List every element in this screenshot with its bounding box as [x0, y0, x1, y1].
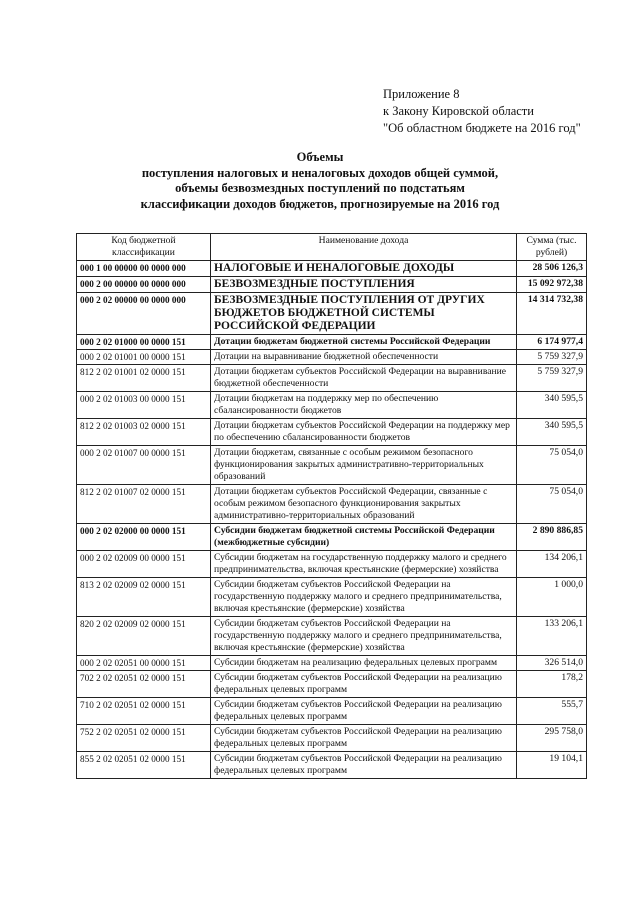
row-code: 000 2 02 01001 00 0000 151	[77, 350, 211, 365]
row-name: Субсидии бюджетам субъектов Российской Федерации на реализацию федеральных целевых программ	[211, 698, 517, 725]
row-sum: 295 758,0	[517, 725, 587, 752]
title-line-2: поступления налоговых и неналоговых доходов общей суммой,	[141, 165, 499, 180]
row-name: Дотации бюджетам субъектов Российской Федерации, связанные с особым режимом безопасного функционирования закрытых административно-территориальных образований	[211, 485, 517, 524]
row-code: 752 2 02 02051 02 0000 151	[77, 725, 211, 752]
row-sum: 6 174 977,4	[517, 335, 587, 350]
row-sum: 340 595,5	[517, 419, 587, 446]
table-row	[77, 617, 587, 656]
row-name: Субсидии бюджетам субъектов Российской Федерации на государственную поддержку малого и среднего предпринимательства, включая крестьянские (фермерские) хозяйства	[211, 617, 517, 656]
header-name: Наименование дохода	[211, 234, 517, 261]
row-name: Субсидии бюджетам субъектов Российской Федерации на реализацию федеральных целевых программ	[211, 725, 517, 752]
row-sum: 19 104,1	[517, 752, 587, 779]
document-title	[60, 150, 580, 212]
row-name: Субсидии бюджетам субъектов Российской Федерации на реализацию федеральных целевых программ	[211, 671, 517, 698]
row-sum: 5 759 327,9	[517, 365, 587, 392]
header-code: Код бюджетной классификации	[77, 234, 211, 261]
row-name: Дотации бюджетам, связанные с особым режимом безопасного функционирования закрытых административно-территориальных образований	[211, 446, 517, 485]
appendix-header	[383, 86, 581, 137]
row-code: 812 2 02 01003 02 0000 151	[77, 419, 211, 446]
table-row	[77, 335, 587, 350]
row-name: НАЛОГОВЫЕ И НЕНАЛОГОВЫЕ ДОХОДЫ	[211, 261, 517, 277]
row-sum: 75 054,0	[517, 446, 587, 485]
header-sum: Сумма (тыс. рублей)	[517, 234, 587, 261]
row-code: 000 2 02 01000 00 0000 151	[77, 335, 211, 350]
row-sum: 555,7	[517, 698, 587, 725]
row-sum: 14 314 732,38	[517, 293, 587, 335]
row-code: 000 2 02 02000 00 0000 151	[77, 524, 211, 551]
row-sum: 5 759 327,9	[517, 350, 587, 365]
table-row	[77, 656, 587, 671]
table-row	[77, 446, 587, 485]
row-code: 702 2 02 02051 02 0000 151	[77, 671, 211, 698]
row-name: Дотации бюджетам бюджетной системы Российской Федерации	[211, 335, 517, 350]
table-row	[77, 392, 587, 419]
row-code: 000 2 02 02009 00 0000 151	[77, 551, 211, 578]
row-name: Дотации бюджетам субъектов Российской Федерации на поддержку мер по обеспечению сбалансированности бюджетов	[211, 419, 517, 446]
row-name: Дотации бюджетам на поддержку мер по обеспечению сбалансированности бюджетов	[211, 392, 517, 419]
table-row	[77, 261, 587, 277]
row-sum: 75 054,0	[517, 485, 587, 524]
row-name: Субсидии бюджетам на государственную поддержку малого и среднего предпринимательства, включая крестьянские (фермерские) хозяйства	[211, 551, 517, 578]
appendix-law-title: "Об областном бюджете на 2016 год"	[383, 121, 581, 135]
row-code: 855 2 02 02051 02 0000 151	[77, 752, 211, 779]
row-sum: 178,2	[517, 671, 587, 698]
row-code: 820 2 02 02009 02 0000 151	[77, 617, 211, 656]
table-row	[77, 485, 587, 524]
table-header-row	[77, 234, 587, 261]
appendix-law-ref: к Закону Кировской области	[383, 104, 534, 118]
title-line-3: объемы безвозмездных поступлений по подстатьям	[175, 181, 465, 195]
title-line-1: Объемы	[296, 150, 344, 164]
row-code: 000 2 02 02051 00 0000 151	[77, 656, 211, 671]
row-code: 000 2 00 00000 00 0000 000	[77, 277, 211, 293]
row-name: Субсидии бюджетам на реализацию федеральных целевых программ	[211, 656, 517, 671]
row-sum: 134 206,1	[517, 551, 587, 578]
row-sum: 15 092 972,38	[517, 277, 587, 293]
table-row	[77, 419, 587, 446]
row-code: 813 2 02 02009 02 0000 151	[77, 578, 211, 617]
table-row	[77, 725, 587, 752]
row-sum: 340 595,5	[517, 392, 587, 419]
row-code: 000 2 02 01007 00 0000 151	[77, 446, 211, 485]
appendix-number: Приложение 8	[383, 87, 460, 101]
row-code: 812 2 02 01001 02 0000 151	[77, 365, 211, 392]
row-sum: 133 206,1	[517, 617, 587, 656]
row-name: Дотации бюджетам субъектов Российской Федерации на выравнивание бюджетной обеспеченности	[211, 365, 517, 392]
row-code: 000 1 00 00000 00 0000 000	[77, 261, 211, 277]
row-sum: 2 890 886,85	[517, 524, 587, 551]
revenue-table	[76, 233, 587, 779]
title-line-4: классификации доходов бюджетов, прогнозируемые на 2016 год	[140, 196, 500, 211]
row-name: Субсидии бюджетам субъектов Российской Федерации на государственную поддержку малого и среднего предпринимательства, включая крестьянские (фермерские) хозяйства	[211, 578, 517, 617]
row-sum: 28 506 126,3	[517, 261, 587, 277]
table-row	[77, 350, 587, 365]
table-row	[77, 365, 587, 392]
table-row	[77, 752, 587, 779]
table-row	[77, 671, 587, 698]
table-row	[77, 578, 587, 617]
row-code: 710 2 02 02051 02 0000 151	[77, 698, 211, 725]
table-row	[77, 698, 587, 725]
row-name: Субсидии бюджетам бюджетной системы Российской Федерации (межбюджетные субсидии)	[211, 524, 517, 551]
row-name: Дотации на выравнивание бюджетной обеспеченности	[211, 350, 517, 365]
table-row	[77, 524, 587, 551]
row-name: БЕЗВОЗМЕЗДНЫЕ ПОСТУПЛЕНИЯ	[211, 277, 517, 293]
row-name: БЕЗВОЗМЕЗДНЫЕ ПОСТУПЛЕНИЯ ОТ ДРУГИХ БЮДЖЕТОВ БЮДЖЕТНОЙ СИСТЕМЫ РОССИЙСКОЙ ФЕДЕРАЦИИ	[211, 293, 517, 335]
row-code: 000 2 02 01003 00 0000 151	[77, 392, 211, 419]
row-code: 000 2 02 00000 00 0000 000	[77, 293, 211, 335]
table-row	[77, 293, 587, 335]
row-name: Субсидии бюджетам субъектов Российской Федерации на реализацию федеральных целевых программ	[211, 752, 517, 779]
row-code: 812 2 02 01007 02 0000 151	[77, 485, 211, 524]
table-row	[77, 551, 587, 578]
table-row	[77, 277, 587, 293]
row-sum: 1 000,0	[517, 578, 587, 617]
row-sum: 326 514,0	[517, 656, 587, 671]
